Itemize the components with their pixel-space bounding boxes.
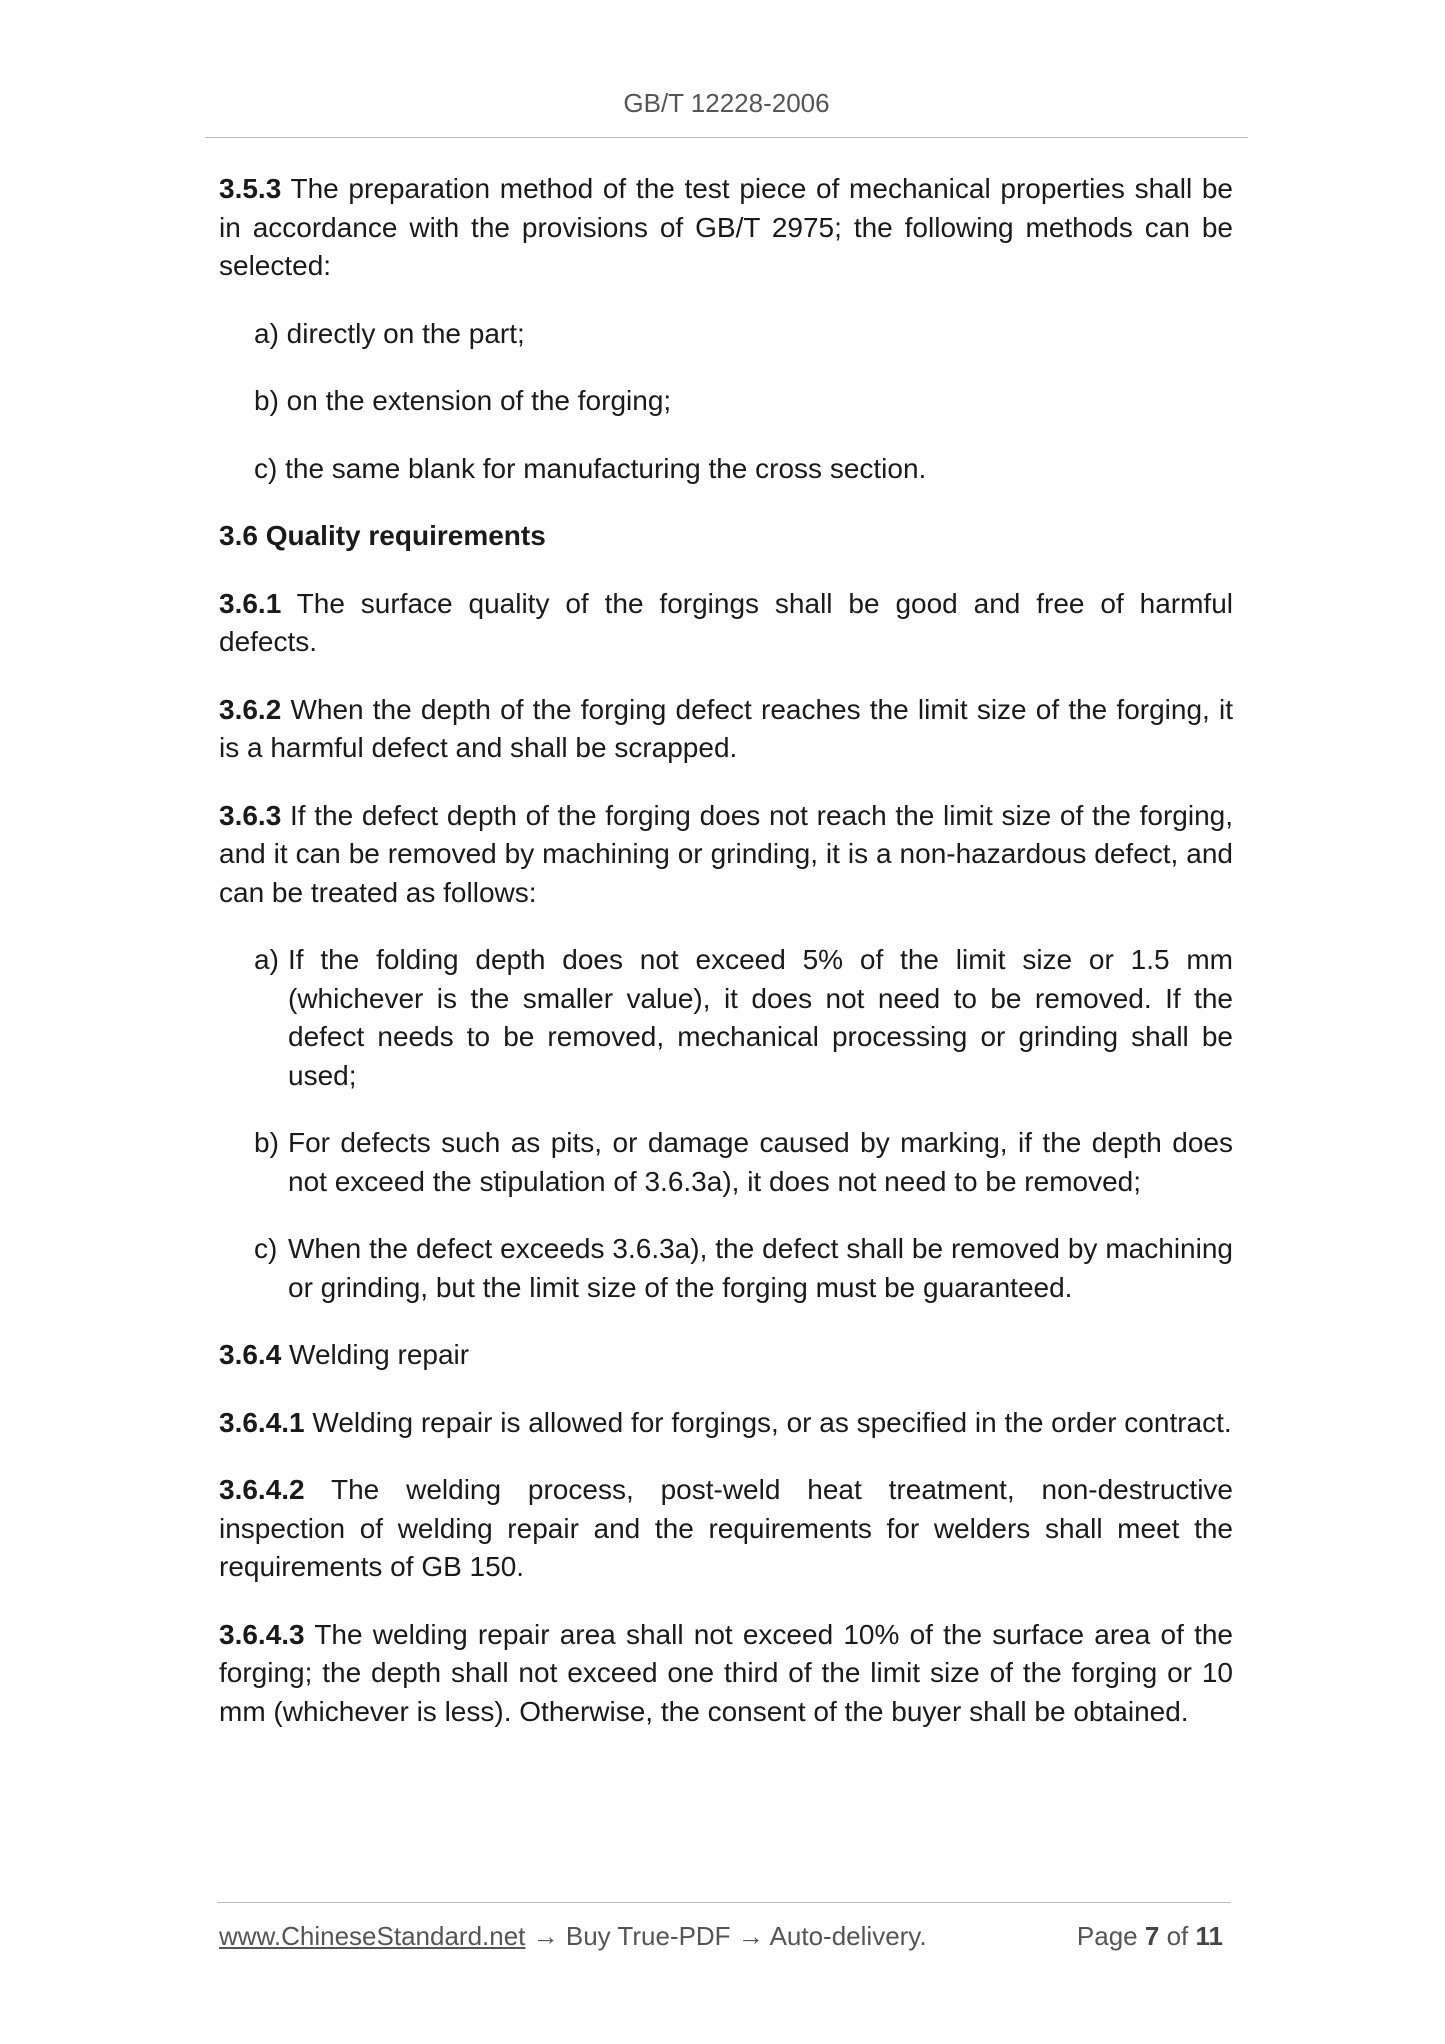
clause-3-6-1: [219, 585, 1233, 662]
clause-3-6-4-1: [219, 1404, 1233, 1443]
clause-text: When the depth of the forging defect reaches the limit size of the forging, it is a harmful defect and shall be scrapped.: [219, 693, 1233, 763]
clause-text: If the defect depth of the forging does not reach the limit size of the forging, and it can be removed by machining or grinding, it is a non-hazardous defect, and can be treated as follows:: [219, 799, 1233, 908]
list-item: [219, 1230, 1233, 1307]
list-item-label: b): [254, 1127, 279, 1158]
clause-text: Welding repair is allowed for forgings, or as specified in the order contract.: [304, 1406, 1232, 1438]
clause-text: Welding repair: [281, 1339, 470, 1370]
clause-number: 3.6.4.1: [219, 1406, 305, 1438]
page-header: GB/T 12228-2006: [623, 88, 830, 118]
clause-number: 3.6.1: [219, 587, 282, 619]
list-item: c) the same blank for manufacturing the cross section.: [254, 452, 927, 484]
clause-3-6-4-2: [219, 1471, 1233, 1587]
document-body: [219, 170, 1233, 1760]
list-item-text: When the defect exceeds 3.6.3a), the defect shall be removed by machining or grinding, but the limit size of the forging must be guaranteed.: [288, 1233, 1233, 1303]
website-link[interactable]: www.ChineseStandard.net: [219, 1921, 526, 1951]
clause-number: 3.6.2: [219, 693, 282, 725]
clause-3-6-3: [219, 797, 1233, 913]
clause-text: The surface quality of the forgings shall be good and free of harmful defects.: [219, 587, 1233, 657]
clause-text: The welding repair area shall not exceed 10% of the surface area of the forging; the depth shall not exceed one third of the limit size of the forging or 10 mm (whichever is less). Otherwise, the consent of the buyer shall be obtained.: [219, 1618, 1233, 1727]
page-label: Page: [1076, 1921, 1138, 1951]
list-item-text: For defects such as pits, or damage caused by marking, if the depth does not exceed the stipulation of 3.6.3a), it does not need to be removed;: [288, 1127, 1233, 1197]
clause-number: 3.6.3: [219, 799, 282, 831]
clause-3-6-4: [219, 1336, 1233, 1375]
clause-3-6-2: [219, 691, 1233, 768]
clause-number: 3.5.3: [219, 173, 282, 204]
list-item: [219, 1124, 1233, 1201]
list-item: [219, 941, 1233, 1095]
clause-number: 3.6.4: [219, 1339, 282, 1370]
clause-text: The preparation method of the test piece of mechanical properties shall be in accordance with the provisions of GB/T 2975; the following methods can be selected:: [219, 173, 1233, 281]
clause-text: The welding process, post-weld heat treatment, non-destructive inspection of welding repair and the requirements for welders shall meet the requirements of GB 150.: [219, 1474, 1233, 1582]
list-item-text: If the folding depth does not exceed 5% of the limit size or 1.5 mm (whichever is the smaller value), it does not need to be removed. If the defect needs to be removed, mechanical processing or grinding shall be used;: [288, 944, 1233, 1091]
clause-3-6-4-3: [219, 1616, 1233, 1732]
page-total: 11: [1195, 1921, 1223, 1951]
list-item: a) directly on the part;: [254, 317, 525, 349]
footer-promo: → Buy True-PDF → Auto-delivery.: [525, 1921, 927, 1951]
page-current: 7: [1144, 1921, 1160, 1951]
page-footer: [219, 1921, 1231, 1952]
section-heading-3-6: 3.6 Quality requirements: [219, 520, 546, 551]
list-item: b) on the extension of the forging;: [254, 385, 672, 416]
page-of: of: [1166, 1921, 1189, 1951]
clause-number: 3.6.4.2: [219, 1474, 305, 1505]
page-number: [1077, 1921, 1223, 1952]
footer-divider: [217, 1902, 1231, 1903]
clause-number: 3.6.4.3: [219, 1618, 305, 1650]
list-item-label: a): [254, 944, 279, 975]
clause-3-5-3: [219, 170, 1233, 286]
header-divider: [205, 137, 1248, 138]
list-item-label: c): [254, 1233, 278, 1264]
